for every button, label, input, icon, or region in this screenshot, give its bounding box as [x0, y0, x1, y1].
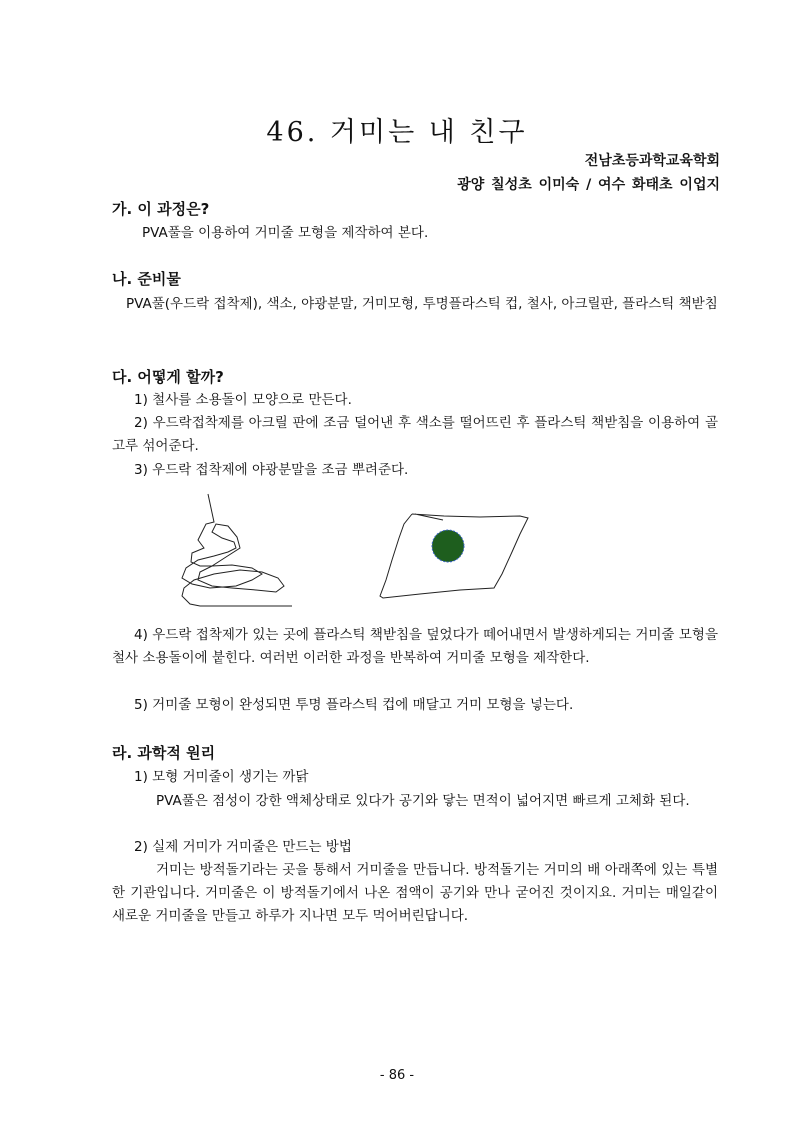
purpose-line: PVA풀을 이용하여 거미줄 모형을 제작하여 본다. — [142, 225, 429, 241]
plastic-sheet-drawing — [380, 514, 528, 598]
procedure-step-5: 5) 거미줄 모형이 완성되면 투명 플라스틱 컵에 매달고 거미 모형을 넣는다. — [134, 697, 574, 713]
procedure-step-3: 3) 우드락 접착제에 야광분말을 조금 뿌려준다. — [134, 462, 409, 478]
principle-item-2-title: 2) 실제 거미가 거미줄은 만드는 방법 — [134, 839, 352, 855]
principle-item-1-text: PVA풀은 점성이 강한 액체상태로 있다가 공기와 닿는 면적이 넓어지면 빠르게 고체화 된다. — [156, 793, 690, 809]
procedure-step-2: 2) 우드락접착제를 아크릴 판에 조금 덜어낸 후 색소를 떨어뜨린 후 플라스틱 책받침을 이용하여 골고루 섞어준다. — [112, 415, 718, 454]
section-heading-purpose: 가. 이 과정은? — [112, 200, 210, 218]
principle-item-1-title: 1) 모형 거미줄이 생기는 까닭 — [134, 769, 309, 785]
section-heading-procedure: 다. 어떻게 할까? — [112, 368, 224, 386]
section-heading-materials: 나. 준비물 — [112, 270, 181, 288]
pigment-dot — [432, 530, 464, 562]
procedure-step-1: 1) 철사를 소용돌이 모양으로 만든다. — [134, 392, 352, 408]
authors: 광양 칠성초 이미숙 / 여수 화태초 이업지 — [457, 177, 720, 193]
wire-spiral-path — [182, 494, 292, 606]
organization: 전남초등과학교육학회 — [584, 153, 720, 169]
wire-spiral-drawing — [182, 494, 292, 606]
materials-text: PVA풀(우드락 접착제), 색소, 야광분말, 거미모형, 투명플라스틱 컵, 철사, 아크릴판, 플라스틱 책받침 — [126, 296, 718, 312]
page-number: - 86 - — [379, 1068, 415, 1083]
section-heading-principle: 라. 과학적 원리 — [112, 744, 216, 762]
procedure-step-4: 4) 우드락 접착제가 있는 곳에 플라스틱 책받침을 덮었다가 떼어내면서 발생하게되는 거미줄 모형을 철사 소용돌이에 붙힌다. 여러번 이러한 과정을 반복하여 거미줄 모형을 제작한다. — [112, 627, 718, 666]
page-title: 46. 거미는 내 친구 — [266, 117, 528, 148]
principle-item-2-text: 거미는 방적돌기라는 곳을 통해서 거미줄을 만듭니다. 방적돌기는 거미의 배 아래쪽에 있는 특별한 기관입니다. 거미줄은 이 방적돌기에서 나온 점액이 공기와 만나 굳어진 것이지요. 거미는 매일같이 새로운 거미줄을 만들고 하루가 지나면 모두 먹어버린답니다. — [112, 862, 718, 924]
